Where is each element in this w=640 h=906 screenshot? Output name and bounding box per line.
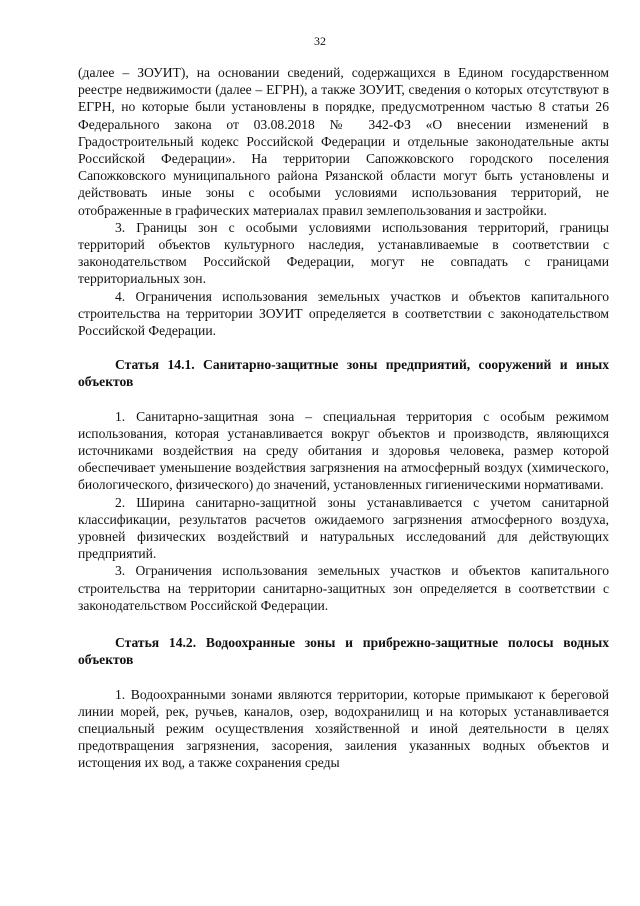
section-spacer	[78, 339, 609, 356]
article-14-1-item-1: 1. Санитарно-защитная зона – специальная территория с особым режимом использования, которая устанавливается вокруг объектов и производств, являющихся источниками воздействия на среду обитания и здоровья человека, размер которой обеспечивает уменьшение воздействия загрязнения на атмосферный воздух (химического, биологического, физического) до значений, установленных гигиеническими нормативами.	[78, 408, 609, 493]
article-14-1-item-2: 2. Ширина санитарно-защитной зоны устанавливается с учетом санитарной классификации, результатов расчетов ожидаемого загрязнения атмосферного воздуха, уровней физических воздействий и натуральных исследований для действующих предприятий.	[78, 494, 609, 562]
article-14-1-heading: Статья 14.1. Санитарно-защитные зоны предприятий, сооружений и иных объектов	[78, 357, 609, 390]
page-number: 32	[314, 34, 326, 48]
section-spacer	[78, 391, 609, 408]
section-spacer	[78, 614, 609, 634]
article-14-1-item-3: 3. Ограничения использования земельных участков и объектов капитального строительства на территории санитарно-защитных зон определяется в соответствии с законодательством Российской Федерации.	[78, 563, 609, 613]
article-14-2-item-1: 1. Водоохранными зонами являются территории, которые примыкают к береговой линии морей, рек, ручьев, каналов, озер, водохранилищ и на которых устанавливается специальный режим осуществления хозяйственной и иной деятельности в целях предотвращения загрязнения, засорения, заиления указанных водных объектов и истощения их вод, а также сохранения среды	[78, 686, 609, 771]
article-14-2-heading: Статья 14.2. Водоохранные зоны и прибрежно-защитные полосы водных объектов	[78, 635, 609, 668]
paragraph-continuation: (далее – ЗОУИТ), на основании сведений, содержащихся в Едином государственном реестре недвижимости (далее – ЕГРН), а также ЗОУИТ, сведения о которых отсутствуют в ЕГРН, но которые были установлены в порядке, предусмотренном частью 8 статьи 26 Федерального закона от 03.08.2018 № 342-ФЗ «О внесении изменений в Градостроительный кодекс Российской Федерации и отдельные законодательные акты Российской Федерации». На территории Сапожковского городского поселения Сапожковского муниципального района Рязанской области могут быть установлены и действовать иные зоны с особыми условиями использования территорий, не отображенные в графических материалах правил землепользования и застройки.	[78, 65, 609, 218]
section-spacer	[78, 669, 609, 686]
document-body	[78, 64, 609, 772]
paragraph-item-3: 3. Границы зон с особыми условиями использования территорий, границы территорий объектов культурного наследия, устанавливаемые в соответствии с законодательством Российской Федерации, могут не совпадать с границами территориальных зон.	[78, 219, 609, 287]
paragraph-item-4: 4. Ограничения использования земельных участков и объектов капитального строительства на территории ЗОУИТ определяется в соответствии с законодательством Российской Федерации.	[78, 288, 609, 339]
